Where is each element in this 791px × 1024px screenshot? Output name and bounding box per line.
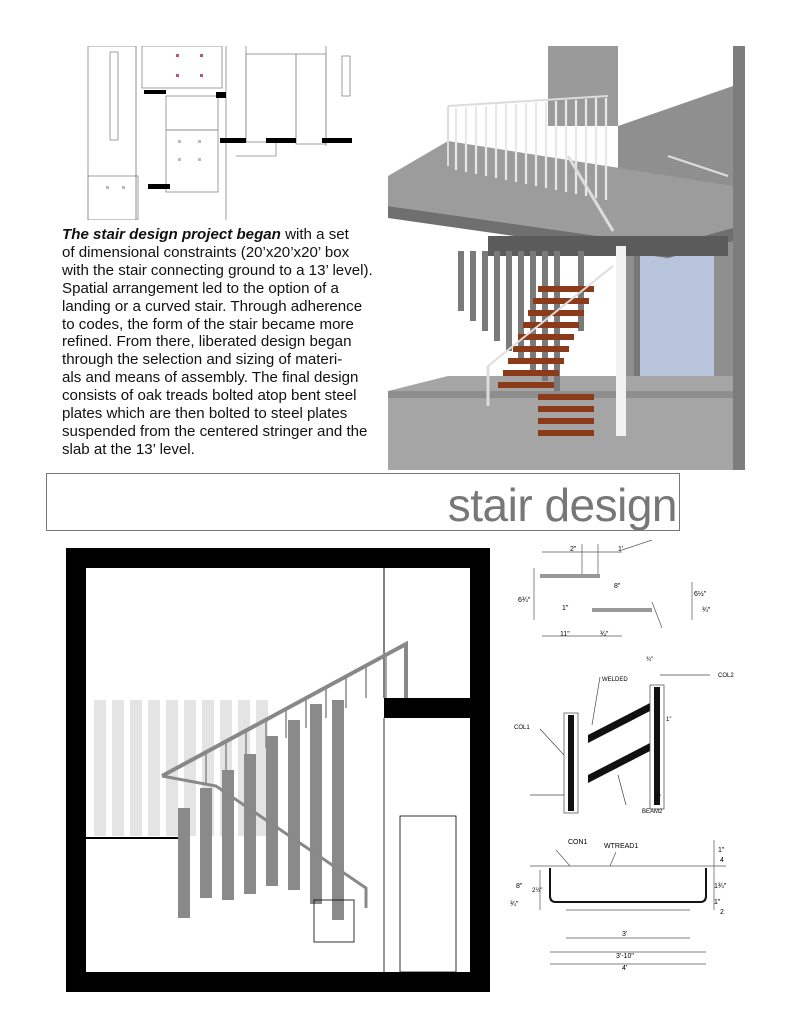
page-title: stair design — [447, 479, 677, 531]
description-line: to codes, the form of the stair became more — [62, 315, 354, 333]
detail-1-label: 2" — [570, 546, 577, 553]
detail-2-label: 3" — [632, 715, 638, 721]
detail-1-label: 6½" — [694, 591, 707, 598]
detail-3-label: 3'-10" — [616, 953, 634, 960]
detail-3-label: 4 — [720, 857, 724, 864]
detail-2-label: COL1 — [514, 725, 530, 731]
detail-3-label: ¾" — [510, 901, 519, 908]
detail-2-label: COL2 — [718, 673, 734, 679]
description-line: through the selection and sizing of materi- — [62, 351, 343, 369]
description-line: with the stair connecting ground to a 13’ level). — [62, 261, 373, 279]
title-box — [46, 473, 680, 531]
description-paragraph — [62, 226, 382, 459]
detail-3-label: 4' — [622, 965, 628, 970]
section-drawing — [66, 548, 490, 992]
isometric-stair-render — [388, 46, 745, 470]
detail-drawing-1 — [512, 540, 722, 648]
detail-2-label: BEAM2 — [642, 809, 663, 815]
detail-drawing-2 — [500, 655, 750, 815]
description-line: landing or a curved stair. Through adherence — [62, 297, 363, 315]
description-lead: The stair design project began — [62, 226, 281, 243]
detail-2-label: ¾" — [646, 657, 654, 663]
detail-2-label: 1" — [666, 717, 672, 723]
detail-3-label: 1" — [714, 899, 721, 906]
description-line: suspended from the centered stringer and the — [62, 422, 368, 440]
detail-1-label: ¾" — [600, 631, 609, 638]
description-line: with a set — [280, 226, 349, 243]
detail-3-label: 1" — [718, 847, 725, 854]
description-line: Spatial arrangement led to the option of a — [62, 279, 339, 297]
detail-3-label: WTREAD1 — [604, 843, 639, 850]
description-line: refined. From there, liberated design began — [62, 333, 352, 351]
detail-1-label: ¾" — [702, 607, 711, 614]
plan-drawing — [86, 46, 364, 220]
detail-1-label: 6¾" — [518, 597, 531, 604]
detail-1-label: 1" — [562, 605, 569, 612]
description-line: of dimensional constraints (20’x20’x20’ box — [62, 243, 350, 261]
detail-2-label: ½" — [654, 795, 662, 801]
detail-3-label: 2 — [720, 909, 724, 916]
detail-3-label: CON1 — [568, 839, 588, 846]
detail-1-label: 1' — [618, 546, 624, 553]
description-line: consists of oak treads bolted atop bent steel — [62, 387, 357, 405]
description-line: plates which are then bolted to steel plates — [62, 405, 348, 423]
detail-drawing-3 — [500, 830, 750, 970]
detail-3-label: 3' — [622, 931, 628, 938]
detail-2-label: WELDED — [602, 677, 628, 683]
detail-3-label: 2½" — [532, 888, 543, 894]
detail-3-label: 8" — [516, 883, 523, 890]
detail-3-label: 1¾" — [714, 883, 727, 890]
detail-1-label: 11" — [560, 631, 570, 638]
detail-1-label: 8" — [614, 583, 621, 590]
description-line: slab at the 13’ level. — [62, 440, 195, 458]
description-line: als and means of assembly. The final design — [62, 369, 359, 387]
